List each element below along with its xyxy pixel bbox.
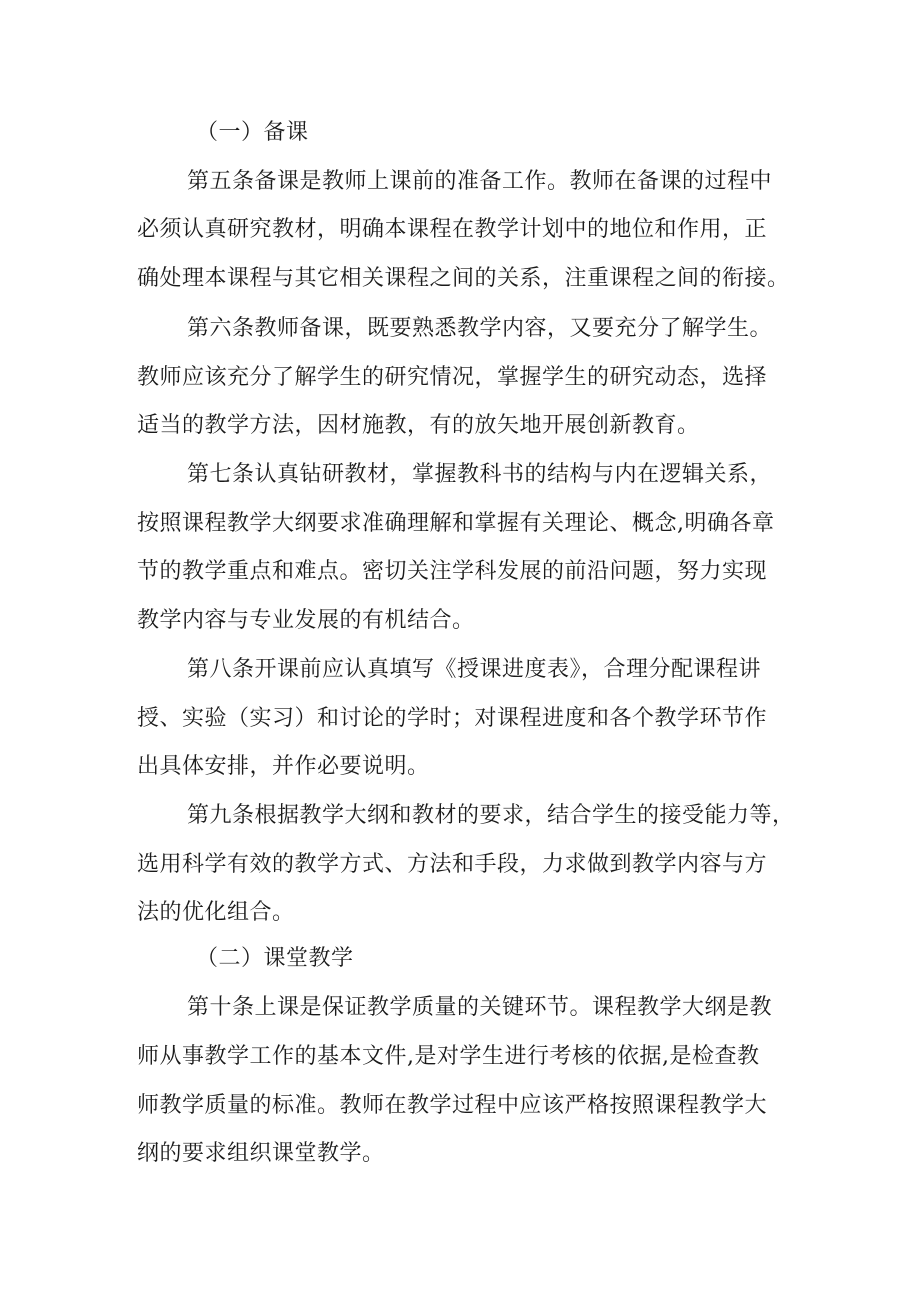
article-6-line-3: 适当的教学方法，因材施教，有的放矢地开展创新教育。 <box>137 413 700 438</box>
article-7-line-2: 按照课程教学大纲要求准确理解和掌握有关理论、概念,明确各章 <box>137 511 775 536</box>
article-8-line-1: 第八条开课前应认真填写《授课进度表》，合理分配课程讲 <box>187 657 762 682</box>
article-9-line-1: 第九条根据教学大纲和教材的要求，结合学生的接受能力等， <box>187 803 795 828</box>
article-10-line-1: 第十条上课是保证教学质量的关键环节。课程教学大纲是教 <box>187 995 773 1020</box>
article-6-line-2: 教师应该充分了解学生的研究情况，掌握学生的研究动态，选择 <box>137 365 768 390</box>
section-heading-preparation: （一）备课 <box>196 120 309 145</box>
article-10-line-2: 师从事教学工作的基本文件,是对学生进行考核的依据,是检查教 <box>137 1044 760 1069</box>
article-8-line-2: 授、实验（实习）和讨论的学时；对课程进度和各个教学环节作 <box>137 706 768 731</box>
article-9-line-2: 选用科学有效的教学方式、方法和手段，力求做到教学内容与方 <box>137 852 768 877</box>
article-5-line-3: 确处理本课程与其它相关课程之间的关系，注重课程之间的衔接。 <box>137 266 790 291</box>
article-8-line-3: 出具体安排，并作必要说明。 <box>137 754 430 779</box>
article-5-line-2: 必须认真研究教材，明确本课程在教学计划中的地位和作用，正 <box>137 217 768 242</box>
article-7-line-1: 第七条认真钻研教材，掌握教科书的结构与内在逻辑关系， <box>187 462 773 487</box>
article-7-line-3: 节的教学重点和难点。密切关注学科发展的前沿问题，努力实现 <box>137 559 768 584</box>
article-6-line-1: 第六条教师备课，既要熟悉教学内容，又要充分了解学生。 <box>187 316 773 341</box>
article-10-line-4: 纲的要求组织课堂教学。 <box>137 1141 385 1166</box>
article-10-line-3: 师教学质量的标准。教师在教学过程中应该严格按照课程教学大 <box>137 1093 768 1118</box>
article-7-line-4: 教学内容与专业发展的有机结合。 <box>137 608 475 633</box>
article-5-line-1: 第五条备课是教师上课前的准备工作。教师在备课的过程中 <box>187 169 773 194</box>
section-heading-classroom-teaching: （二）课堂教学 <box>196 946 354 971</box>
article-9-line-3: 法的优化组合。 <box>137 900 295 925</box>
